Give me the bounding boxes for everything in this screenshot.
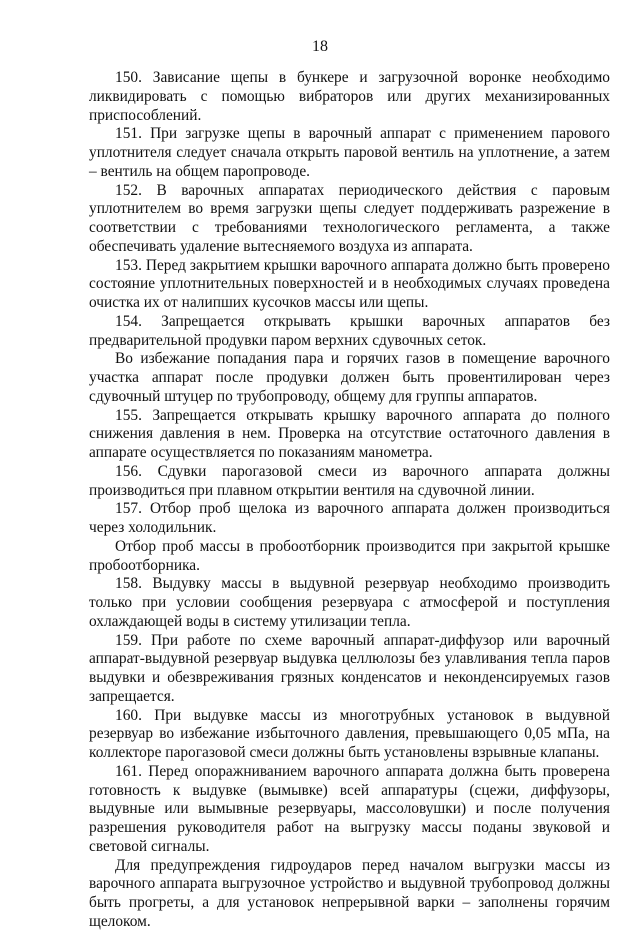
paragraph-161-continuation: Для предупреждения гидроударов перед началом выгрузки массы из варочного аппарата выгрузочное устройство и выдувной трубопровод должны быть прогреты, а для установок непрерывной варки – заполнены горячим щелоком. bbox=[89, 856, 610, 930]
paragraph-150: 150. Зависание щепы в бункере и загрузочной воронке необходимо ликвидировать с помощью вибраторов или других механизированных приспособлений. bbox=[89, 69, 610, 124]
paragraph-152: 152. В варочных аппаратах периодического действия с паровым уплотнителем во время загрузки щепы следует поддерживать разрежение в соответствии с требованиями технологического регламента, а также обеспечивать удаление вытесняемого воздуха из аппарата. bbox=[89, 181, 610, 255]
paragraph-156: 156. Сдувки парогазовой смеси из варочного аппарата должны производиться при плавном открытии вентиля на сдувочной линии. bbox=[89, 462, 610, 499]
paragraph-159: 159. При работе по схеме варочный аппарат-диффузор или варочный аппарат-выдувной резервуар выдувка целлюлозы без улавливания тепла паров выдувки и обезвреживания грязных конденсатов и неконденсируемых газов запрещается. bbox=[89, 631, 610, 705]
paragraph-158: 158. Выдувку массы в выдувной резервуар необходимо производить только при условии сообщения резервуара с атмосферой и поступления охлаждающей воды в систему утилизации тепла. bbox=[89, 575, 610, 630]
paragraph-157: 157. Отбор проб щелока из варочного аппарата должен производиться через холодильник. bbox=[89, 500, 610, 536]
paragraph-157-continuation: Отбор проб массы в пробоотборник производится при закрытой крышке пробоотборника. bbox=[89, 537, 610, 574]
paragraph-161: 161. Перед опоражниванием варочного аппарата должна быть проверена готовность к выдувке (вымывке) всей аппаратуры (сцежи, диффузоры, выдувные или вымывные резервуары, массоловушки) и после получения разрешения руководителя работ на выгрузку массы поданы звуковой и световой сигналы. bbox=[89, 762, 610, 855]
paragraph-154: 154. Запрещается открывать крышки варочных аппаратов без предварительной продувки паром верхних сдувочных сеток. bbox=[89, 312, 610, 349]
paragraph-160: 160. При выдувке массы из многотрубных установок в выдувной резервуар во избежание избыточного давления, превышающего 0,05 мПа, на коллекторе парогазовой смеси должны быть установлены взрывные клапаны. bbox=[89, 706, 610, 761]
paragraph-155: 155. Запрещается открывать крышку варочного аппарата до полного снижения давления в нем. Проверка на отсутствие остаточного давления в аппарате осуществляется по показаниям манометра. bbox=[89, 406, 610, 461]
paragraph-154-continuation: Во избежание попадания пара и горячих газов в помещение варочного участка аппарат после продувки должен быть провентилирован через сдувочный штуцер по трубопроводу, общему для группы аппаратов. bbox=[89, 350, 610, 405]
paragraph-151: 151. При загрузке щепы в варочный аппарат с применением парового уплотнителя следует сначала открыть паровой вентиль на уплотнение, а затем – вентиль на общем паропроводе. bbox=[89, 125, 610, 180]
paragraph-153: 153. Перед закрытием крышки варочного аппарата должно быть проверено состояние уплотнительных поверхностей и в необходимых случаях проведена очистка их от налипших кусочков массы или щепы. bbox=[89, 256, 610, 311]
page-number: 18 bbox=[312, 38, 328, 55]
document-body bbox=[89, 69, 610, 932]
